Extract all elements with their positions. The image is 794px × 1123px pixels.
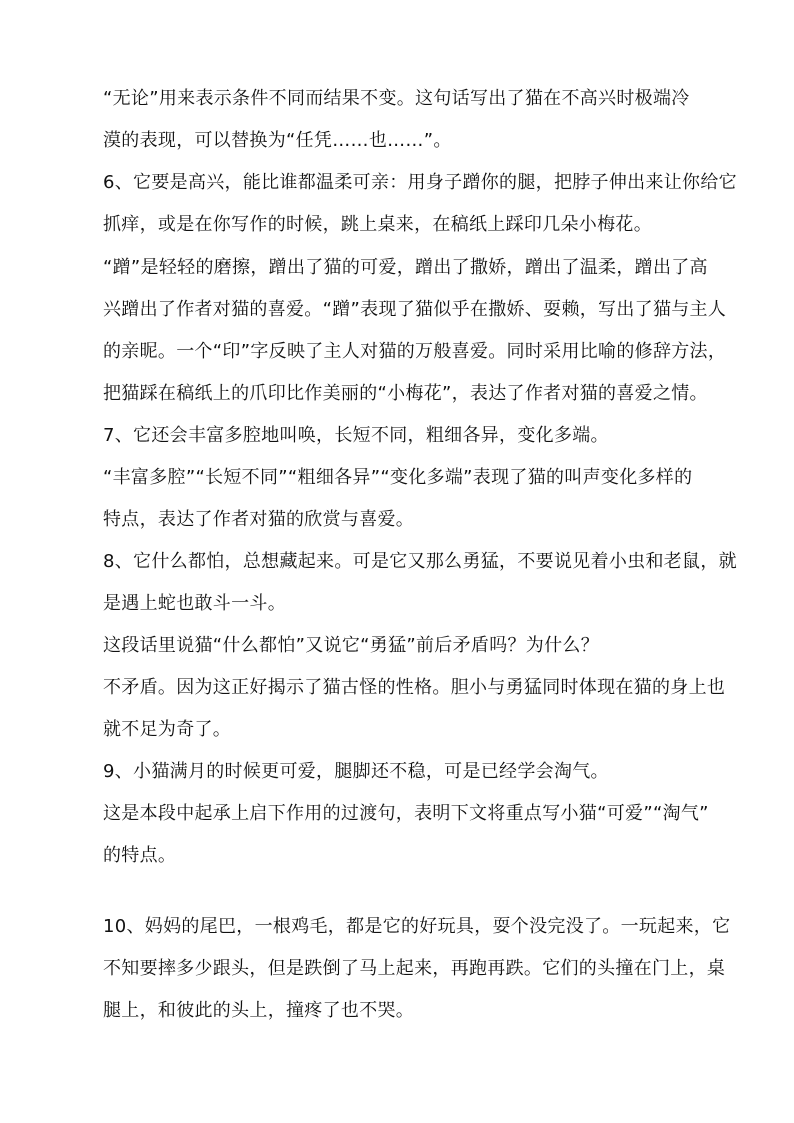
paragraph-line: 9、小猫满月的时候更可爱，腿脚还不稳，可是已经学会淘气。 [103,761,609,782]
paragraph-line: 腿上，和彼此的头上，撞疼了也不哭。 [103,1000,415,1021]
paragraph-line: 这是本段中起承上启下作用的过渡句，表明下文将重点写小猫“可爱”“淘气” [103,803,709,824]
paragraph-line: 抓痒，或是在你写作的时候，跳上桌来，在稿纸上踩印几朵小梅花。 [103,214,652,235]
paragraph-line: 10、妈妈的尾巴，一根鸡毛，都是它的好玩具，耍个没完没了。一玩起来，它 [103,916,731,937]
paragraph-line: 是遇上蛇也敢斗一斗。 [103,593,286,614]
paragraph-line: “蹭”是轻轻的磨擦，蹭出了猫的可爱，蹭出了撒娇，蹭出了温柔，蹭出了高 [103,257,708,278]
paragraph-line: 的亲昵。一个“印”字反映了主人对猫的万般喜爱。同时采用比喻的修辞方法， [103,341,727,362]
paragraph-line: 6、它要是高兴，能比谁都温柔可亲：用身子蹭你的腿，把脖子伸出来让你给它 [103,172,737,193]
paragraph-line: 兴蹭出了作者对猫的喜爱。“蹭”表现了猫似乎在撒娇、耍赖，写出了猫与主人 [103,299,727,320]
paragraph-line: 的特点。 [103,845,177,866]
paragraph-line: 就不足为奇了。 [103,719,232,740]
paragraph-line: “丰富多腔”“长短不同”“粗细各异”“变化多端”表现了猫的叫声变化多样的 [103,467,693,488]
paragraph-line: 把猫踩在稿纸上的爪印比作美丽的“小梅花”，表达了作者对猫的喜爱之情。 [103,383,708,404]
paragraph-line: 不知要摔多少跟头，但是跌倒了马上起来，再跑再跌。它们的头撞在门上，桌 [103,958,726,979]
paragraph-line: 7、它还会丰富多腔地叫唤，长短不同，粗细各异，变化多端。 [103,425,609,446]
paragraph-line: 8、它什么都怕，总想藏起来。可是它又那么勇猛，不要说见着小虫和老鼠，就 [103,551,737,572]
paragraph-line: 这段话里说猫“什么都怕”又说它“勇猛”前后矛盾吗？为什么？ [103,635,599,656]
paragraph-line: “无论”用来表示条件不同而结果不变。这句话写出了猫在不高兴时极端冷 [103,88,690,109]
paragraph-line: 漠的表现，可以替换为“任凭……也……”。 [103,130,452,151]
paragraph-line: 不矛盾。因为这正好揭示了猫古怪的性格。胆小与勇猛同时体现在猫的身上也 [103,677,726,698]
paragraph-line: 特点，表达了作者对猫的欣赏与喜爱。 [103,509,415,530]
